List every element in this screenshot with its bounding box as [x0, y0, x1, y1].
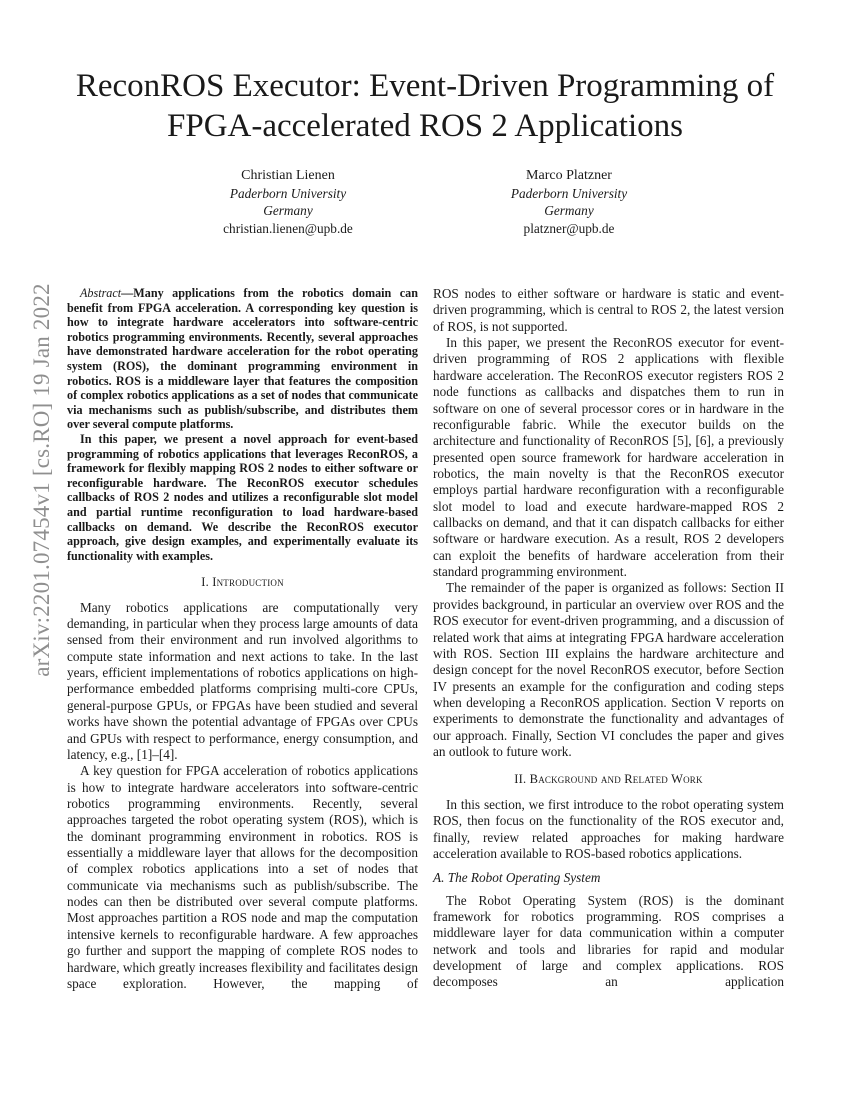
intro-paragraph-4: The remainder of the paper is organized as follows: Section II provides background, in particular an overview over ROS and the ROS executor for event-driven programming, and a discussion of related work that aims at integrating FPGA hardware acceleration with ROS. Section III explains the hardware architecture and design concept for the novel ReconROS executor, before Section IV presents an example for the configuration and coding steps when developing a ReconROS application. Section V reports on experiments to demonstrate the functionality and advantages of our approach. Finally, Section VI concludes the paper and gives an outlook to future work. — [433, 580, 784, 760]
intro-paragraph-1: Many robotics applications are computationally very demanding, in particular when they process large amounts of data sensed from their environment and run involved algorithms to compute state information and next actions to take. In the last years, efficient implementations of robotics applications on high-performance embedded platforms comprising multi-core CPUs, general-purpose GPUs, or FPGAs have been studied and several works have shown the potential advantage of FPGAs over CPUs and GPUs with respect to performance, energy consumption, and latency, e.g., [1]–[4]. — [67, 599, 418, 762]
author-email: christian.lienen@upb.de — [223, 220, 353, 236]
author-name: Christian Lienen — [241, 168, 335, 183]
background-paragraph-2: The Robot Operating System (ROS) is the dominant framework for robotics programming. ROS comprises a middleware layer for data communication within a computer network and tools and libraries for rapid and modular development of large and complex applications. ROS decomposes an application — [433, 892, 784, 990]
section-heading-introduction: I. Introduction — [201, 575, 284, 590]
arxiv-stamp — [0, 0, 60, 1100]
intro-paragraph-2: A key question for FPGA acceleration of robotics applications is how to integrate hardware accelerators into software-centric robotics programming environments. Recently, several approaches targeted the robot operating system (ROS), which is the dominant programming environment in robotics. ROS is essentially a middleware layer that allows for the decomposition of complex robotics applications into a set of nodes that communicate via mechanisms such as publish/subscribe. The nodes can then be distributed over several compute platforms. Most approaches partition a ROS node and map the computation intensive kernels to reconfigurable hardware. A few approaches go further and support the mapping of complete ROS nodes to hardware, which greatly increases flexibility and facilitates design space exploration. However, the mapping of — [67, 763, 418, 991]
author-country: Germany — [544, 203, 594, 218]
abstract — [67, 286, 418, 563]
author-name: Marco Platzner — [526, 168, 612, 183]
abstract-paragraph-1: Abstract—Many applications from the robotics domain can benefit from FPGA acceleration. A corresponding key question is how to integrate hardware accelerators into software-centric robotics programming environments. Recently, several approaches have demonstrated hardware acceleration for the robot operating system (ROS), the dominant programming environment in robotics. ROS is a middleware layer that features the composition of complex robotics applications as a set of nodes that communicate via mechanisms such as publish/subscribe, and distributes them over several compute platforms. — [67, 286, 418, 432]
intro-paragraph-2-continued: ROS nodes to either software or hardware is static and event-driven programming, which is central to ROS 2, the latest version of ROS, is not supported. — [433, 286, 784, 334]
paper-title: ReconROS Executor: Event-Driven Programming of FPGA-accelerated ROS 2 Applications — [75, 68, 775, 144]
author-block-2 — [459, 167, 679, 237]
author-country: Germany — [263, 203, 313, 218]
abstract-paragraph-2: In this paper, we present a novel approach for event-based programming of robotics applications that leverages ReconROS, a framework for flexibly mapping ROS 2 nodes to either software or reconfigurable hardware. The ReconROS executor schedules callbacks of ROS 2 nodes and utilizes a reconfigurable slot model and partial runtime reconfiguration to load hardware-based callbacks on demand. We describe the ReconROS executor approach, give design examples, and experimentally evaluate its functionality with examples. — [67, 431, 418, 563]
author-affiliation: Paderborn University — [510, 185, 628, 201]
author-email: platzner@upb.de — [523, 220, 615, 236]
author-block-1 — [178, 167, 398, 237]
subsection-heading-ros: A. The Robot Operating System — [433, 870, 601, 886]
section-heading-background: II. Background and Related Work — [514, 772, 703, 787]
right-column — [433, 286, 784, 991]
arxiv-identifier: arXiv:2201.07454v1 [cs.RO] 19 Jan 2022 — [29, 283, 54, 677]
left-column — [67, 286, 418, 992]
background-paragraph-1: In this section, we first introduce to the robot operating system ROS, then focus on the functionality of the ROS executor and, finally, review related approaches for making hardware acceleration available to ROS-based robotics applications. — [433, 796, 784, 861]
author-affiliation: Paderborn University — [229, 185, 347, 201]
intro-paragraph-3: In this paper, we present the ReconROS executor for event-driven programming of ROS 2 applications with flexible hardware acceleration. The ReconROS executor registers ROS 2 node functions as callbacks and dispatches them to run in software on one of several processor cores or in hardware in the reconfigurable fabric. While the executor builds on the architecture and functionality of ReconROS [5], [6], a previously presented open source framework for hardware acceleration in robotics, the main novelty is that the ReconROS executor employs partial hardware reconfiguration with a reconfigurable slot model to load and execute hardware-mapped ROS 2 callbacks on demand, and that it can dispatch callbacks for either software or hardware execution. As a result, ROS 2 developers can exploit the benefits of hardware acceleration from their standard programming environment. — [433, 335, 784, 580]
abstract-label: Abstract — [80, 286, 122, 300]
